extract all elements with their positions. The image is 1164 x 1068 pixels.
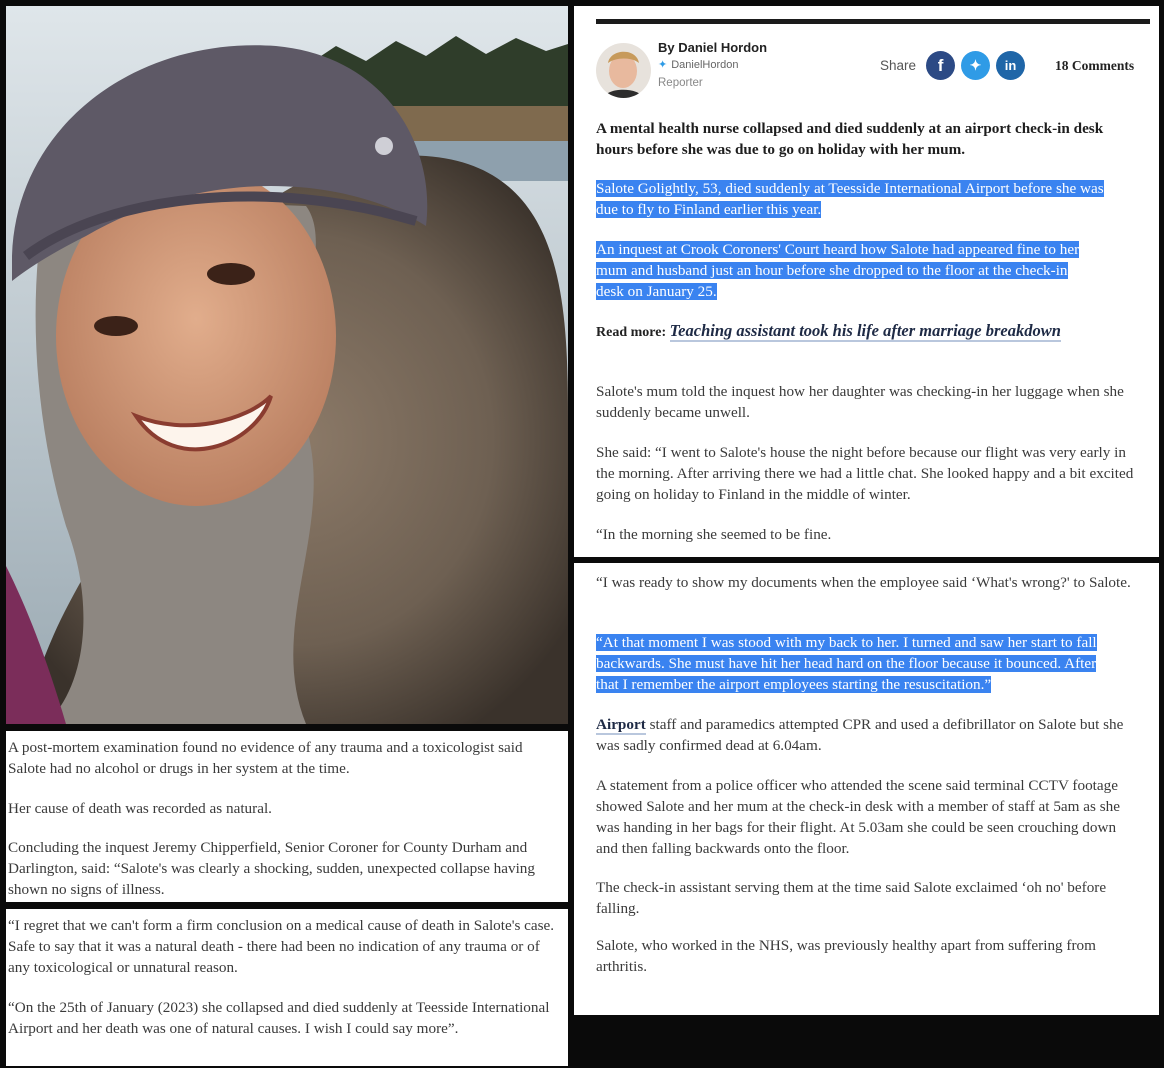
article-paragraph: Her cause of death was recorded as natural. [8,800,272,817]
article-paragraph [596,714,1141,756]
highlight-line: mum and husband just an hour before she dropped to the floor at the check-in [596,262,1068,279]
article-paragraph: “I was ready to show my documents when the employee said ‘What's wrong?' to Salote. [596,574,1131,591]
highlighted-paragraph-2 [596,239,1156,302]
facebook-icon[interactable]: f [926,51,955,80]
read-more-label: Read more: [596,325,667,340]
airport-link[interactable]: Airport [596,716,646,733]
lead-paragraph: A mental health nurse collapsed and died suddenly at an airport check-in desk hours before she was due to go on holiday with her mum. [596,120,1104,158]
article-paragraph: She said: “I went to Salote's house the night before because our flight was very early in the morning. After arriving there we had a little chat. She looked happy and a bit excited going on holiday to Finland in the middle of winter. [596,444,1134,503]
article-top-panel [574,6,1159,557]
paragraph-text: staff and paramedics attempted CPR and used a defibrillator on Salote but she was sadly confirmed dead at 6.04am. [596,716,1124,754]
highlight-line: backwards. She must have hit her head hard on the floor because it bounced. After [596,655,1097,672]
left-middle-panel [6,731,568,902]
author-avatar[interactable] [596,43,651,98]
article-paragraph: Concluding the inquest Jeremy Chipperfield, Senior Coroner for County Durham and Darlington, said: “Salote's was clearly a shocking, sudden, unexpected collapse having shown no signs of illness. [8,839,535,898]
highlighted-paragraph-1 [596,178,1156,220]
article-paragraph: Salote's mum told the inquest how her daughter was checking-in her luggage when she suddenly became unwell. [596,383,1124,421]
read-more-link[interactable]: Teaching assistant took his life after marriage breakdown [669,321,1061,340]
highlight-line: due to fly to Finland earlier this year. [596,201,822,218]
article-paragraph: The check-in assistant serving them at the time said Salote exclaimed ‘oh no' before falling. [596,879,1107,917]
highlight-line: Salote Golightly, 53, died suddenly at Teesside International Airport before she was [596,180,1104,197]
article-paragraph: “I regret that we can't form a firm conclusion on a medical cause of death in Salote's case. Safe to say that it was a natural death - there had been no indication of any trauma or of any toxicological or unnatural reason. [8,917,555,976]
article-paragraph: Salote, who worked in the NHS, was previously healthy apart from suffering from arthritis. [596,937,1096,975]
twitter-bird-icon: ✦ [658,59,668,71]
byline [658,40,767,89]
highlight-line: that I remember the airport employees starting the resuscitation.” [596,676,992,693]
header-rule [596,19,1150,24]
author-name[interactable]: By Daniel Hordon [658,40,768,55]
twitter-handle-row[interactable] [658,58,767,71]
article-bottom-panel [574,563,1159,1015]
twitter-handle: DanielHordon [671,58,739,71]
portrait-photo [6,6,568,724]
article-paragraph: “In the morning she seemed to be fine. [596,526,832,543]
highlight-line: desk on January 25. [596,283,717,300]
comments-link[interactable]: 18 Comments [1055,57,1135,73]
share-bar [880,51,1134,80]
author-role: Reporter [658,77,703,89]
portrait-illustration [6,6,568,724]
avatar-icon [596,43,651,98]
highlighted-quote [596,632,1158,695]
read-more [596,321,1061,341]
share-label: Share [880,58,917,73]
highlight-line: “At that moment I was stood with my back to her. I turned and saw her start to fall [596,634,1097,651]
linkedin-icon[interactable]: in [996,51,1025,80]
twitter-icon[interactable]: ✦ [961,51,990,80]
left-bottom-panel [6,909,568,1066]
article-paragraph: A post-mortem examination found no evidence of any trauma and a toxicologist said Salote had no alcohol or drugs in her system at the time. [8,739,523,777]
article-paragraph: A statement from a police officer who attended the scene said terminal CCTV footage showed Salote and her mum at the check-in desk with a member of staff at 5am as she was handing in her bags for their flight. At 5.03am she could be seen crouching down and then falling backwards onto the floor. [596,777,1120,857]
highlight-line: An inquest at Crook Coroners' Court heard how Salote had appeared fine to her [596,241,1080,258]
article-paragraph: “On the 25th of January (2023) she collapsed and died suddenly at Teesside International Airport and her death was one of natural causes. I wish I could say more”. [8,999,550,1037]
